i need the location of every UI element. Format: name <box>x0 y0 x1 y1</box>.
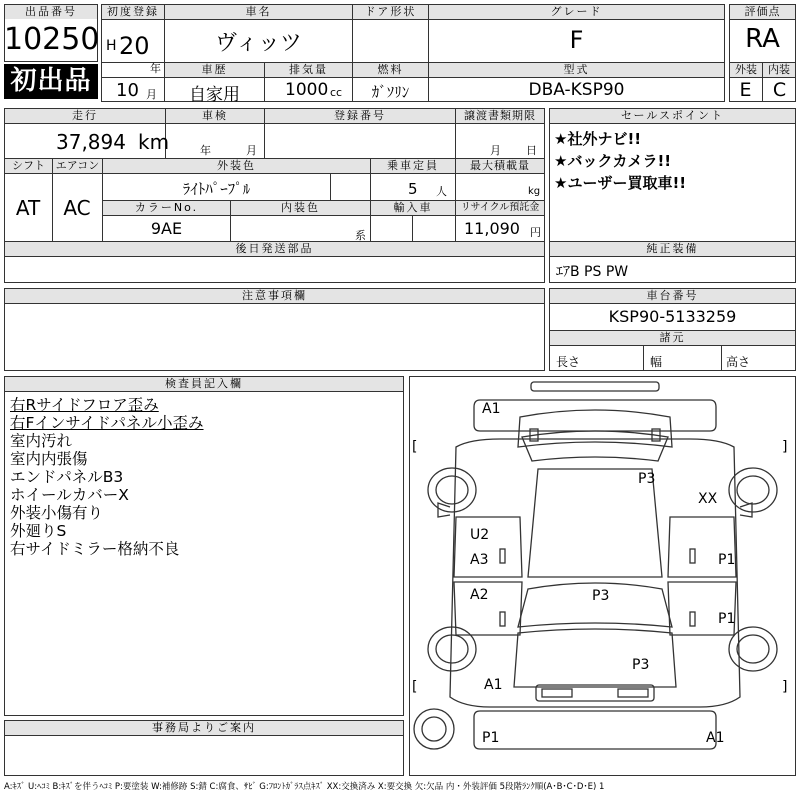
chassis-label: 車台番号 <box>550 289 795 303</box>
inspection-year-unit: 年 <box>200 144 211 157</box>
sales-points-list <box>554 128 686 194</box>
bracket-right-rear: ] <box>782 679 788 695</box>
model-code: DBA-KSP90 <box>528 80 625 100</box>
color-label: 外装色 <box>103 159 370 173</box>
history-label: 車歴 <box>165 63 264 77</box>
damage-mark: A3 <box>470 552 489 568</box>
inspector-note: 室内汚れ <box>10 432 73 450</box>
month-unit: 月 <box>146 88 157 101</box>
interior-color-label: 内装色 <box>231 201 370 215</box>
bracket-right-front: ] <box>782 439 788 455</box>
score-value: RA <box>745 24 780 54</box>
damage-mark: A1 <box>706 730 725 746</box>
dimensions-label: 諸元 <box>550 331 795 345</box>
interior-grade: C <box>772 79 787 101</box>
later-parts-label: 後日発送部品 <box>5 242 544 256</box>
car-name-label: 車名 <box>165 5 352 19</box>
displacement-value: 1000 <box>285 80 329 100</box>
era-letter: H <box>106 38 117 54</box>
exterior-grade: E <box>739 79 752 101</box>
inspector-note: ホイールカバーX <box>10 486 129 504</box>
sales-point-item: ★バックカメラ!! <box>554 152 672 170</box>
color-no-label: カラーNo. <box>103 201 230 215</box>
damage-mark: P1 <box>718 611 736 627</box>
mileage-value: 37,894 <box>56 130 126 154</box>
caution-label: 注意事項欄 <box>5 289 544 303</box>
grade-label: グレード <box>429 5 724 19</box>
inspector-notes <box>10 396 204 558</box>
grade-value: F <box>569 26 584 54</box>
plate-label: 登録番号 <box>265 109 455 123</box>
bracket-left-rear: [ <box>412 679 418 695</box>
damage-mark: XX <box>698 491 718 507</box>
car-diagram <box>409 376 796 776</box>
color-no-value: 9AE <box>150 219 183 238</box>
inspector-note: 右サイドミラー格納不良 <box>10 540 180 558</box>
seats-label: 乗車定員 <box>371 159 455 173</box>
history-value: 自家用 <box>189 85 240 105</box>
sales-points-label: セールスポイント <box>550 109 795 123</box>
damage-mark: P3 <box>592 588 610 604</box>
mileage-unit: km <box>138 130 170 154</box>
inspector-note: 右Rサイドフロア歪み <box>10 396 159 414</box>
seats-value: 5 <box>408 180 418 198</box>
car-name: ヴィッツ <box>215 31 302 56</box>
fuel-value: ｶﾞｿﾘﾝ <box>371 83 410 101</box>
recycle-label: リサイクル預託金 <box>456 201 544 215</box>
office-label: 事務局よりご案内 <box>5 721 403 735</box>
color-name: ﾗｲﾄﾊﾟｰﾌﾟﾙ <box>182 180 251 198</box>
sales-point-item: ★社外ナビ!! <box>554 130 642 148</box>
exterior-label: 外装 <box>730 63 762 77</box>
first-listing-badge: 初出品 <box>4 64 98 99</box>
model-label: 型式 <box>429 63 724 77</box>
inspection-month-unit: 月 <box>246 144 257 157</box>
damage-mark: P1 <box>718 552 736 568</box>
ac-label: エアコン <box>53 159 102 173</box>
transfer-day-unit: 日 <box>526 144 537 157</box>
equipment-label: 純正装備 <box>550 242 795 256</box>
legend-text: A:ｷｽﾞ U:ﾍｺﾐ B:ｷｽﾞを伴うﾍｺﾐ P:要塗装 W:補修跡 S:錆 C:腐食、ｻﾋﾞ G:ﾌﾛﾝﾄｶﾞﾗｽ点ｷｽﾞ XX:交換済み X:要交換 欠:欠品 内・外装評価 5段階ﾗﾝｸ順(A･B･C･D･E) 1 <box>4 782 605 792</box>
inspector-note: 外廻りS <box>10 522 67 540</box>
lot-number: 10250 <box>4 22 100 57</box>
year-unit: 年 <box>150 62 161 75</box>
displacement-label: 排気量 <box>265 63 352 77</box>
damage-mark: A1 <box>482 401 501 417</box>
reg-year: 20 <box>119 32 150 60</box>
interior-color-unit: 系 <box>355 229 366 242</box>
reg-month: 10 <box>116 80 139 101</box>
first-reg-label: 初度登録 <box>102 5 164 19</box>
inspector-note: エンドパネルB3 <box>10 468 124 486</box>
length-label: 長さ <box>556 355 581 369</box>
sales-point-item: ★ユーザー買取車!! <box>554 174 687 192</box>
load-unit: kg <box>528 186 541 197</box>
chassis-number: KSP90-5133259 <box>608 307 737 326</box>
inspector-note: 室内内張傷 <box>10 450 88 468</box>
inspector-note: 右Fインサイドパネル小歪み <box>10 414 204 432</box>
lot-number-label: 出品番号 <box>5 5 97 19</box>
interior-label: 内装 <box>763 63 795 77</box>
mileage-label: 走行 <box>5 109 165 123</box>
score-label: 評価点 <box>730 5 795 19</box>
height-label: 高さ <box>726 355 751 369</box>
recycle-fee: 11,090 <box>464 219 520 238</box>
door-label: ドア形状 <box>353 5 428 19</box>
displacement-unit: cc <box>330 86 343 99</box>
load-label: 最大積載量 <box>456 159 544 173</box>
inspector-label: 検査員記入欄 <box>5 377 403 391</box>
transfer-month-unit: 月 <box>490 144 501 157</box>
damage-mark: P3 <box>638 471 656 487</box>
transfer-label: 譲渡書類期限 <box>456 109 544 123</box>
ac-value: AC <box>63 196 91 220</box>
fuel-label: 燃料 <box>353 63 428 77</box>
recycle-unit: 円 <box>530 226 541 239</box>
import-label: 輸入車 <box>371 201 455 215</box>
inspection-label: 車検 <box>166 109 264 123</box>
seats-unit: 人 <box>436 185 447 198</box>
damage-mark: P1 <box>482 730 500 746</box>
damage-mark: A1 <box>484 677 503 693</box>
equipment-value: ｴｱB PS PW <box>556 264 629 280</box>
damage-mark: P3 <box>632 657 650 673</box>
inspector-note: 外装小傷有り <box>10 504 104 522</box>
car-outline-drawing <box>410 377 795 775</box>
damage-mark: U2 <box>470 527 490 543</box>
damage-mark: A2 <box>470 587 489 603</box>
width-label: 幅 <box>650 355 663 369</box>
bracket-left-front: [ <box>412 439 418 455</box>
shift-value: AT <box>15 196 41 220</box>
shift-label: シフト <box>5 159 52 173</box>
